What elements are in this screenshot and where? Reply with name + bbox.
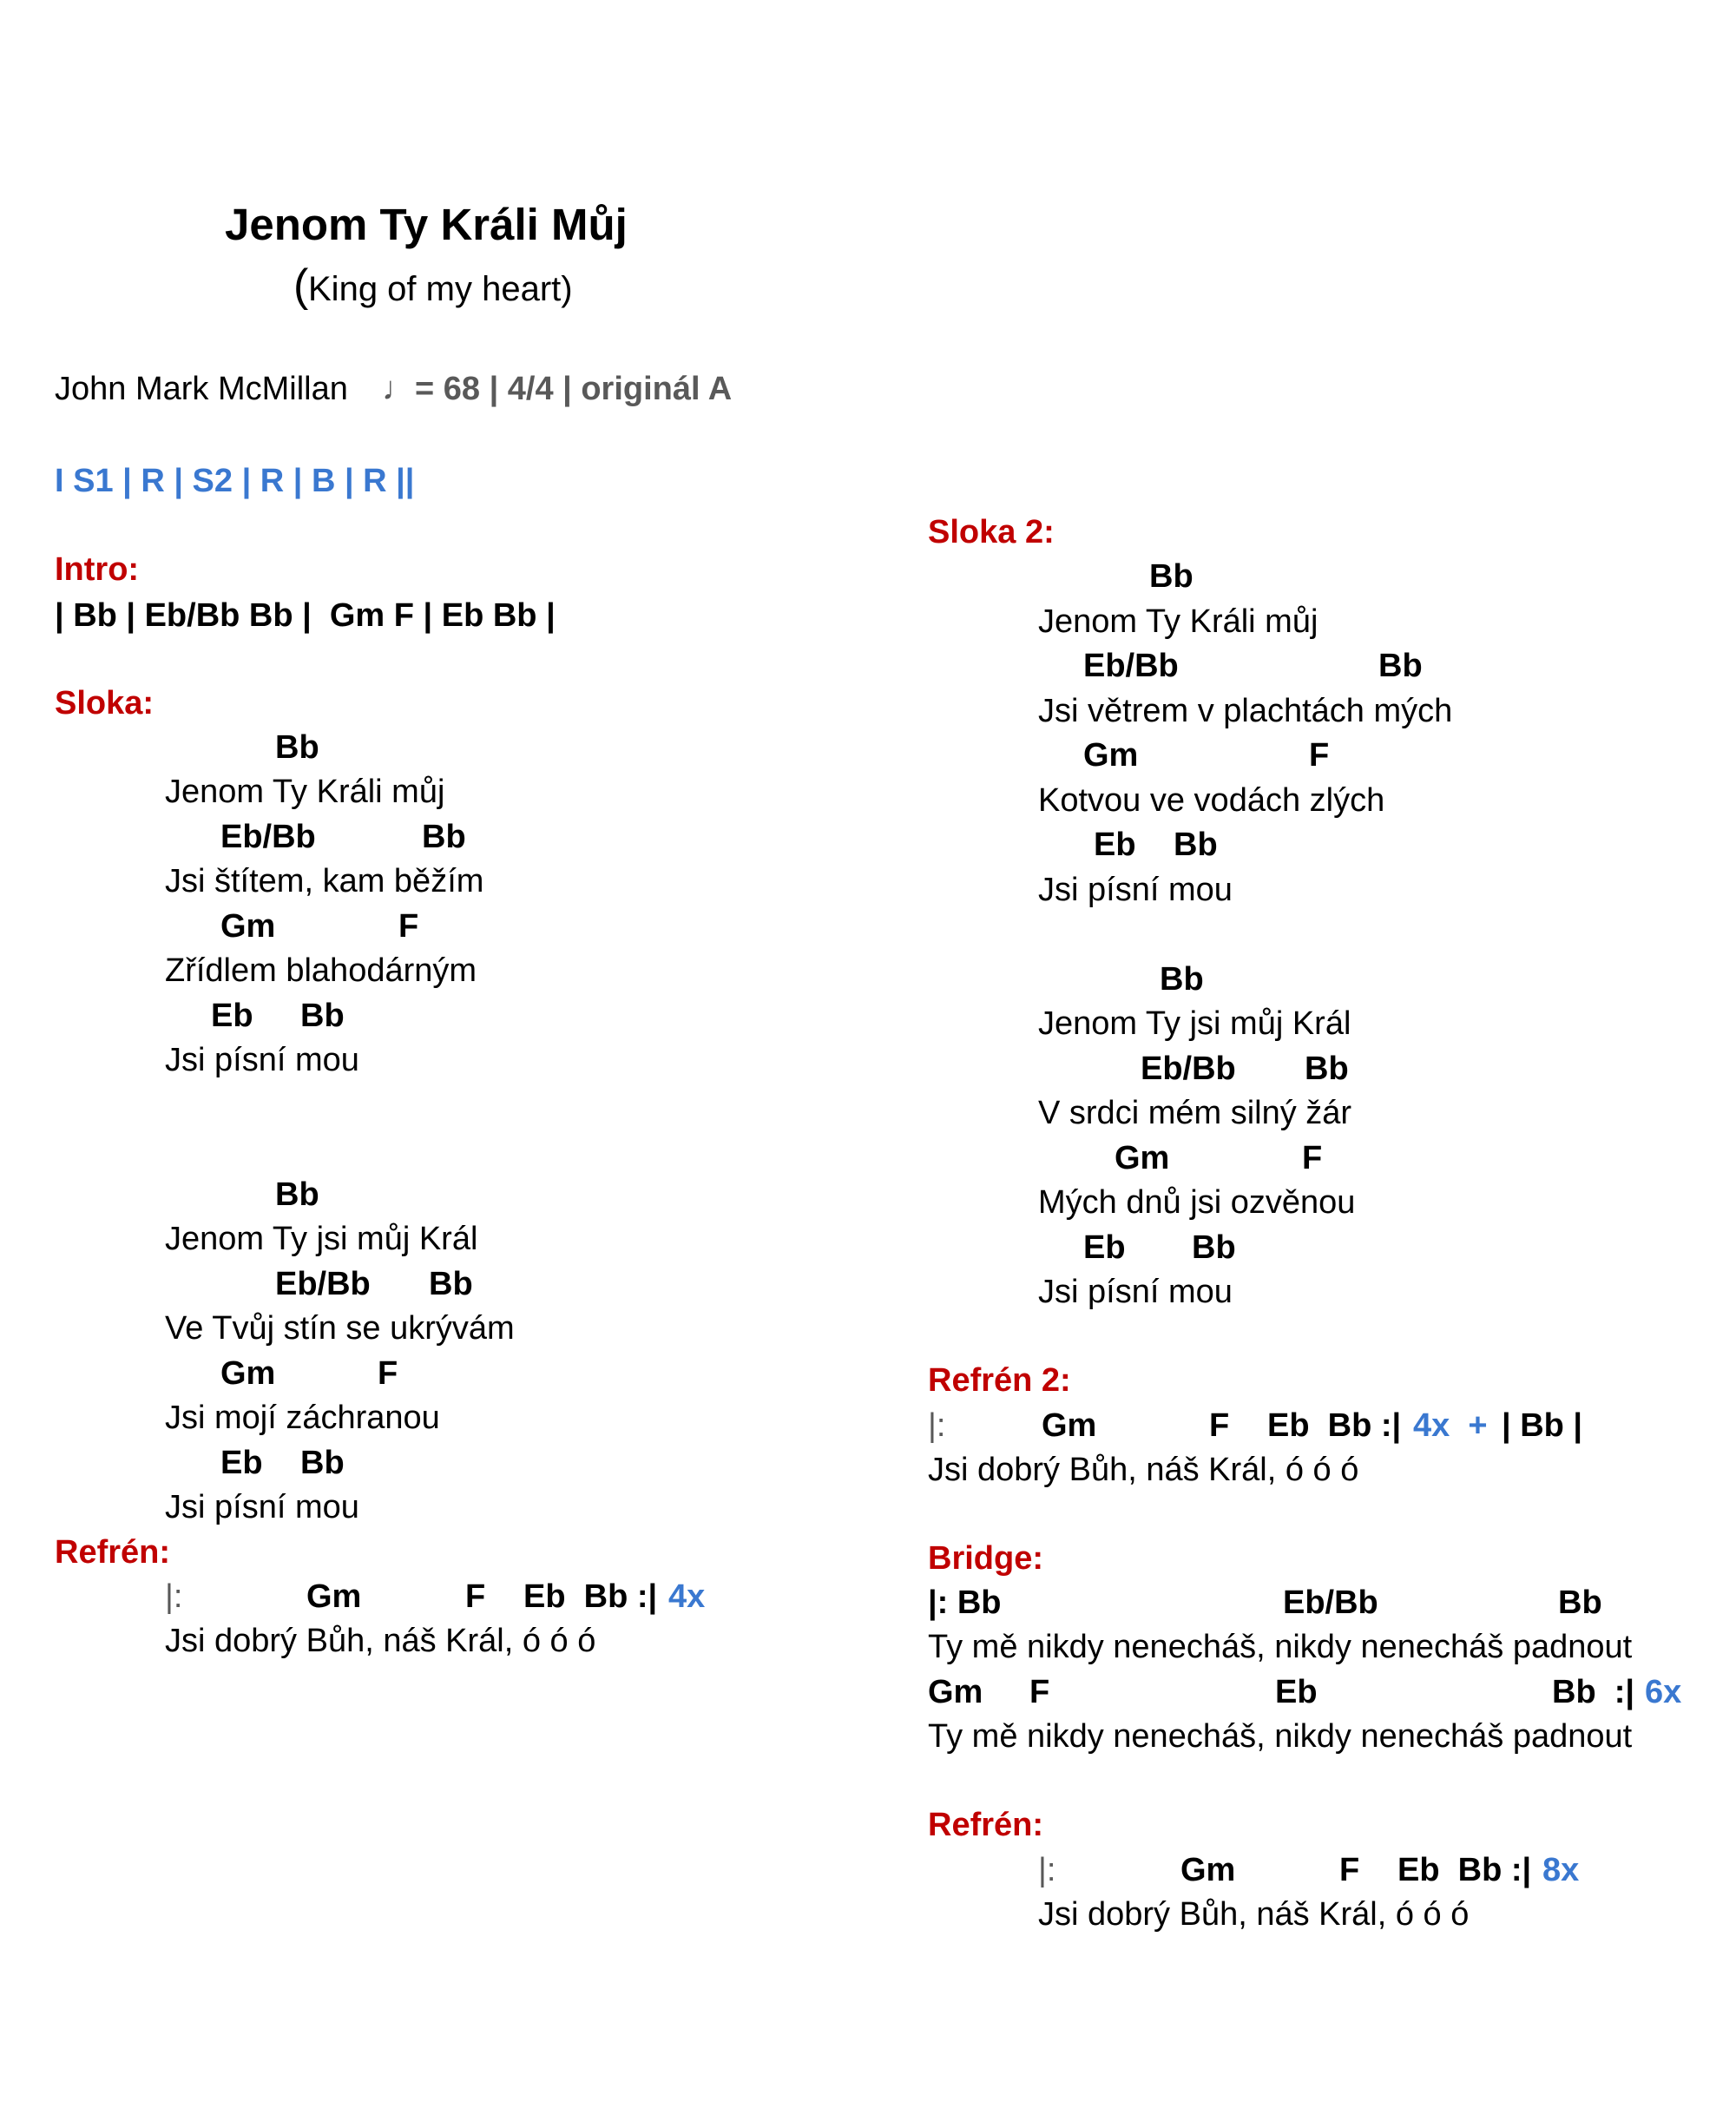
- lyric-line: Kotvou ve vodách zlých: [1038, 782, 1385, 819]
- lyric-line: Jsi štítem, kam běžím: [165, 863, 484, 899]
- chord: Eb: [1275, 1674, 1318, 1710]
- chord: F: [1029, 1674, 1050, 1710]
- lyric-line: Jsi větrem v plachtách mých: [1038, 693, 1453, 729]
- chord: Eb/Bb: [220, 819, 316, 855]
- bridge-heading: Bridge:: [928, 1540, 1043, 1577]
- repeat-count: 8x: [1542, 1852, 1580, 1888]
- chord: Eb/Bb: [1141, 1051, 1236, 1087]
- repeat-count: 4x +: [1413, 1407, 1488, 1444]
- lyric-line: Ve Tvůj stín se ukrývám: [165, 1310, 515, 1347]
- repeat-open: |:: [928, 1407, 946, 1444]
- repeat-open: |:: [1038, 1852, 1056, 1888]
- chord: Eb: [211, 998, 253, 1034]
- chord: Eb: [220, 1445, 263, 1481]
- refren-heading: Refrén:: [55, 1534, 171, 1571]
- chord: Bb: [1558, 1584, 1602, 1621]
- intro-chords: | Bb | Eb/Bb Bb | Gm F | Eb Bb |: [55, 597, 556, 634]
- lyric-line: Jsi písní mou: [165, 1042, 359, 1078]
- chord: Eb/Bb: [1283, 1584, 1378, 1621]
- chord: Gm: [220, 908, 276, 945]
- chord: Bb: [275, 1176, 319, 1213]
- chord: F: [1302, 1140, 1323, 1176]
- chord: Eb Bb :|: [1267, 1407, 1402, 1444]
- chord: F: [1339, 1852, 1360, 1888]
- repeat-count: 4x: [668, 1578, 706, 1615]
- lyric-line: Mých dnů jsi ozvěnou: [1038, 1184, 1356, 1221]
- song-subtitle: King of my heart): [308, 270, 573, 308]
- chord: F: [398, 908, 419, 945]
- lyric-line: Jenom Ty Králi můj: [1038, 603, 1318, 640]
- sloka2-heading: Sloka 2:: [928, 514, 1055, 550]
- lyric-line: Jsi dobrý Bůh, náš Král, ó ó ó: [1038, 1896, 1470, 1933]
- chord: Bb: [1160, 961, 1204, 998]
- chord: Gm: [220, 1355, 276, 1392]
- chord: Bb :|: [1552, 1674, 1635, 1710]
- tempo-meta: ♩= 68 | 4/4 | originál A: [382, 371, 733, 407]
- chord: Bb: [300, 1445, 345, 1481]
- lyric-line: Jenom Ty jsi můj Král: [165, 1221, 478, 1257]
- refren3-heading: Refrén:: [928, 1807, 1044, 1843]
- sloka-heading: Sloka:: [55, 685, 155, 721]
- chord: Gm: [928, 1674, 983, 1710]
- lyric-line: Ty mě nikdy nenecháš, nikdy nenecháš padnout: [928, 1629, 1633, 1665]
- lyric-line: Jsi písní mou: [1038, 872, 1233, 908]
- chord: Bb: [429, 1266, 473, 1302]
- chord: Eb/Bb: [275, 1266, 371, 1302]
- chord: Bb: [1378, 648, 1423, 684]
- chord: F: [465, 1578, 486, 1615]
- chord: Bb: [1149, 558, 1194, 595]
- song-title: Jenom Ty Králi Můj: [225, 200, 628, 249]
- chord: Gm: [1180, 1852, 1236, 1888]
- chord: Gm: [306, 1578, 362, 1615]
- chord: Eb: [1083, 1229, 1126, 1266]
- chord: Eb: [1094, 827, 1136, 863]
- lyric-line: Zřídlem blahodárným: [165, 952, 477, 989]
- chord: Bb: [1192, 1229, 1236, 1266]
- subtitle-paren: (: [293, 260, 309, 311]
- chord: Gm: [1083, 737, 1139, 774]
- lyric-line: Jenom Ty jsi můj Král: [1038, 1005, 1351, 1042]
- chord: F: [1309, 737, 1330, 774]
- repeat-open: |:: [165, 1578, 183, 1615]
- lyric-line: Ty mě nikdy nenecháš, nikdy nenecháš padnout: [928, 1718, 1633, 1755]
- chord: Bb: [422, 819, 466, 855]
- lyric-line: V srdci mém silný žár: [1038, 1095, 1352, 1131]
- lyric-line: Jenom Ty Králi můj: [165, 774, 445, 810]
- chord: Gm: [1042, 1407, 1097, 1444]
- lyric-line: Jsi dobrý Bůh, náš Král, ó ó ó: [928, 1452, 1359, 1488]
- chord: Bb: [1174, 827, 1218, 863]
- chord: Eb Bb :|: [523, 1578, 658, 1615]
- chord: F: [378, 1355, 398, 1392]
- lyric-line: Jsi mojí záchranou: [165, 1400, 440, 1436]
- lyric-line: Jsi písní mou: [165, 1489, 359, 1525]
- chord: Gm: [1115, 1140, 1170, 1176]
- lyric-line: Jsi písní mou: [1038, 1274, 1233, 1310]
- chord: Bb: [300, 998, 345, 1034]
- intro-heading: Intro:: [55, 551, 140, 588]
- repeat-count: 6x: [1645, 1674, 1682, 1710]
- chord: Bb: [275, 729, 319, 766]
- lyric-line: Jsi dobrý Bůh, náš Král, ó ó ó: [165, 1623, 596, 1659]
- chord: Eb/Bb: [1083, 648, 1179, 684]
- chord: F: [1209, 1407, 1230, 1444]
- author: John Mark McMillan: [55, 371, 348, 407]
- chord: | Bb |: [1502, 1407, 1583, 1444]
- song-structure: I S1 | R | S2 | R | B | R ||: [55, 463, 415, 499]
- chord: Eb Bb :|: [1397, 1852, 1532, 1888]
- chord: |: Bb: [928, 1584, 1002, 1621]
- chord: Bb: [1305, 1051, 1349, 1087]
- refren2-heading: Refrén 2:: [928, 1362, 1071, 1399]
